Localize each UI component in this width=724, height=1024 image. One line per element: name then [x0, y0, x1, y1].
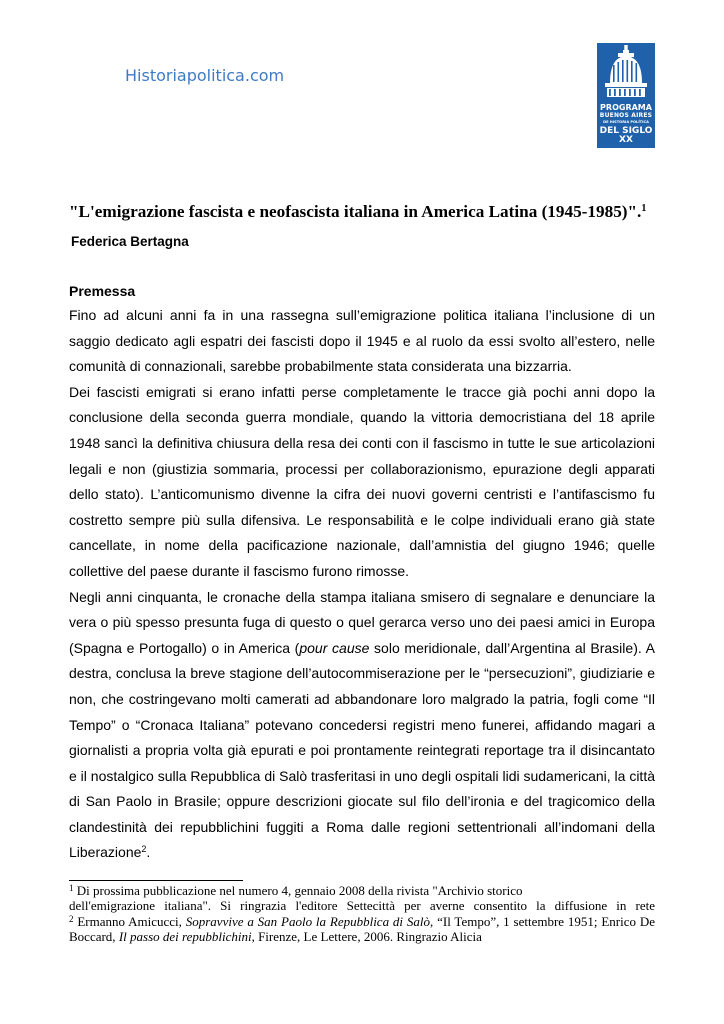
paragraph-text: solo meridionale, dall’Argentina al Brasile). A destra, conclusa la breve stagione dell’autocommiserazione per le “persecuzioni”, giudiziarie e non, che costringevano molti camerati ad abbandonare loro malgrado la patria, fogli come “Il Tempo” o “Cronaca Italiana” potevano concedersi registri meno funerei, affidando magari a giornalisti a propria volta già epurati e poi prontamente reintegrati reportage tra il disincantato e il nostalgico sulla Repubblica di Salò trasferitasi in uno degli ospitali lidi sudamericani, la città di San Paolo in Brasile; oppure descrizioni giocate sul filo dell’ironia e del tragicomico della clandestinità dei repubblichini fuggiti a Roma dalle regioni settentrionali all’indomani della Liberazione	[69, 639, 655, 861]
footnote-text: , “Il Tempo”, 1 settembre 1951; Enrico De Boccard,	[69, 913, 656, 945]
title-footnote-ref[interactable]: 1	[641, 203, 647, 214]
paragraph: Dei fascisti emigrati si erano infatti perse completamente le tracce già pochi anni dopo la conclusione della seconda guerra mondiale, quando la vittoria democristiana del 18 aprile 1948 sancì la definitiva chiusura della resa dei conti con il fascismo in tutte le sue articolazioni legali e non (giustizia sommaria, processi per collaborazionismo, epurazione degli apparati dello stato). L’anticomunismo divenne la cifra dei nuovi governi centristi e l’antifascismo fu costretto sempre più sulla difensiva. Le responsabilità e le colpe individuali erano già state cancellate, in nome della pacificazione nazionale, dall’amnistia del giugno 1946; quelle collettive del paese durante il fascismo furono rimosse.	[69, 383, 655, 579]
italic-phrase: pour cause	[299, 639, 370, 656]
paragraph-text: Negli anni cinquanta, le cronache della stampa italiana smisero di segnalare e denunciare la vera o più spesso presunta fuga di questo o quel gerarca verso uno dei paesi amici in Europa (Spagna e Portogallo) o in America (	[69, 588, 655, 656]
footnotes	[69, 883, 655, 945]
logo-line-1: PROGRAMA	[600, 103, 652, 112]
logo-line-4: DEL SIGLO XX	[599, 126, 653, 145]
author-name: Federica Bertagna	[71, 234, 189, 249]
footnote-separator	[69, 880, 243, 881]
footnote-ref[interactable]: 2	[141, 844, 147, 855]
footnote-text: Di prossima pubblicazione nel numero 4, gennaio 2008 della rivista "Archivio storico	[73, 883, 523, 898]
footnote-title-italic: Sopravvive a San Paolo la Repubblica di Salò	[185, 913, 430, 929]
footnote-1	[69, 883, 655, 898]
logo-line-3: DE HISTORIA POLÍTICA	[603, 120, 649, 124]
paragraph	[69, 585, 655, 867]
logo-line-2: BUENOS AIRES	[599, 112, 653, 119]
footnote-1-cont: dell'emigrazione italiana". Si ringrazia l'editore Settecittà per averne consentito la diffusione in rete	[69, 898, 655, 914]
section-heading: Premessa	[69, 283, 136, 299]
site-link[interactable]: Historiapolitica.com	[125, 66, 285, 85]
footnote-title-italic: Il passo dei repubblichini	[118, 929, 252, 945]
footnote-text: Ermanno Amicucci,	[73, 913, 186, 929]
paragraph-end: .	[146, 844, 151, 861]
footnote-2	[69, 914, 655, 945]
footnote-mark: 1	[69, 883, 74, 893]
program-logo	[597, 43, 655, 148]
footnote-mark: 2	[69, 913, 74, 924]
title-text: "L'emigrazione fascista e neofascista italiana in America Latina (1945-1985)".	[69, 202, 642, 221]
paragraph: Fino ad alcuni anni fa in una rassegna sull’emigrazione politica italiana l’inclusione di un saggio dedicato agli espatri dei fascisti dopo il 1945 e al ruolo da essi svolto all’estero, nelle comunità di connazionali, sarebbe probabilmente stata considerata una bizzarria.	[69, 307, 655, 375]
document-title	[69, 202, 669, 222]
capitol-dome-icon	[597, 43, 655, 103]
body-text	[69, 303, 655, 866]
footnote-text: , Firenze, Le Lettere, 2006. Ringrazio Alicia	[251, 929, 482, 945]
